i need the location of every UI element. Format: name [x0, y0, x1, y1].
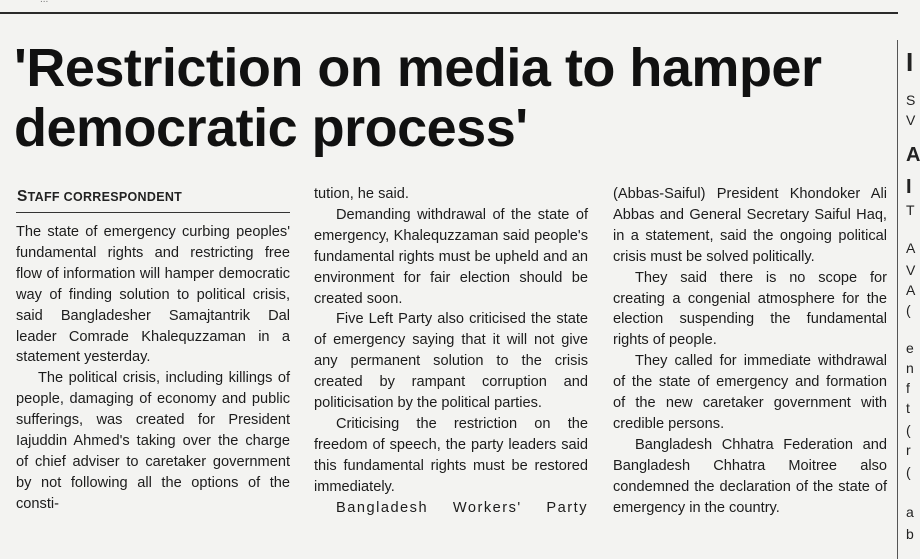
paragraph: The political crisis, including killings of people, damaging of economy and public sufferings, was created for President Iajuddin Ahmed's taking over the charge of chief adviser to caretaker government by not following all the options of the consti-: [16, 370, 290, 512]
fragment: f: [906, 380, 910, 396]
fragment: (: [906, 302, 911, 318]
fragment: T: [906, 202, 915, 218]
fragment: a: [906, 504, 914, 520]
byline-first-letter: S: [17, 188, 28, 205]
fragment: b: [906, 526, 914, 542]
fragment: A: [906, 240, 916, 256]
fragment: I: [906, 47, 914, 77]
fragment: S: [906, 92, 916, 108]
fragment: r: [906, 442, 911, 458]
fragment: V: [906, 112, 916, 128]
paragraph: Five Left Party also criticised the state of emergency saying that it will not give any permanent solution to the crisis created by rampant corruption and politicisation by the political parties.: [314, 311, 588, 412]
paragraph: They called for immediate withdrawal of the state of emergency and formation of the new caretaker government with credible persons.: [613, 353, 887, 432]
adjacent-column-fragments: [906, 40, 920, 559]
header-strip: [40, 0, 280, 1]
paragraph: (Abbas-Saiful) President Khondoker Ali Abbas and General Secretary Saiful Haq, in a statement, said the ongoing political crisis must be solved politically.: [613, 186, 887, 265]
fragment: V: [906, 262, 916, 278]
paragraph: The state of emergency curbing peoples' fundamental rights and restricting free flow of information will hamper democratic way of finding solution to political crisis, said Bangladesher Samajtantrik Dal leader Comrade Khalequzzaman in a statement yesterday.: [16, 224, 290, 366]
paragraph: Demanding withdrawal of the state of emergency, Khalequzzaman said people's fundamental rights must be upheld and an environment for fair election should be created soon.: [314, 206, 588, 307]
article-column-2: [314, 184, 588, 519]
fragment: (: [906, 422, 911, 438]
fragment: A: [906, 144, 920, 166]
fragment: e: [906, 340, 914, 356]
article-headline: 'Restriction on media to hamper democratic process': [14, 38, 822, 158]
fragment: (: [906, 464, 911, 480]
byline: [17, 188, 182, 206]
paragraph: Bangladesh Workers' Party: [336, 499, 588, 516]
paragraph: Bangladesh Chhatra Federation and Bangladesh Chhatra Moitree also condemned the declaration of the state of emergency in the country.: [613, 436, 887, 516]
fragment: t: [906, 400, 910, 416]
article-column-3: [613, 184, 887, 519]
fragment: A: [906, 282, 916, 298]
fragment: n: [906, 360, 914, 376]
article-column-1: [16, 222, 290, 515]
top-divider: [0, 12, 898, 14]
fragment: I: [906, 176, 912, 198]
column-divider: [897, 40, 898, 559]
byline-text: TAFF CORRESPONDENT: [27, 190, 183, 204]
paragraph: tution, he said.: [314, 186, 409, 202]
paragraph: They said there is no scope for creating a congenial atmosphere for the election suspending the fundamental rights of people.: [613, 269, 887, 349]
byline-underline: [16, 212, 290, 213]
paragraph: Criticising the restriction on the freedom of speech, the party leaders said this fundamental rights must be restored immediately.: [314, 415, 588, 495]
